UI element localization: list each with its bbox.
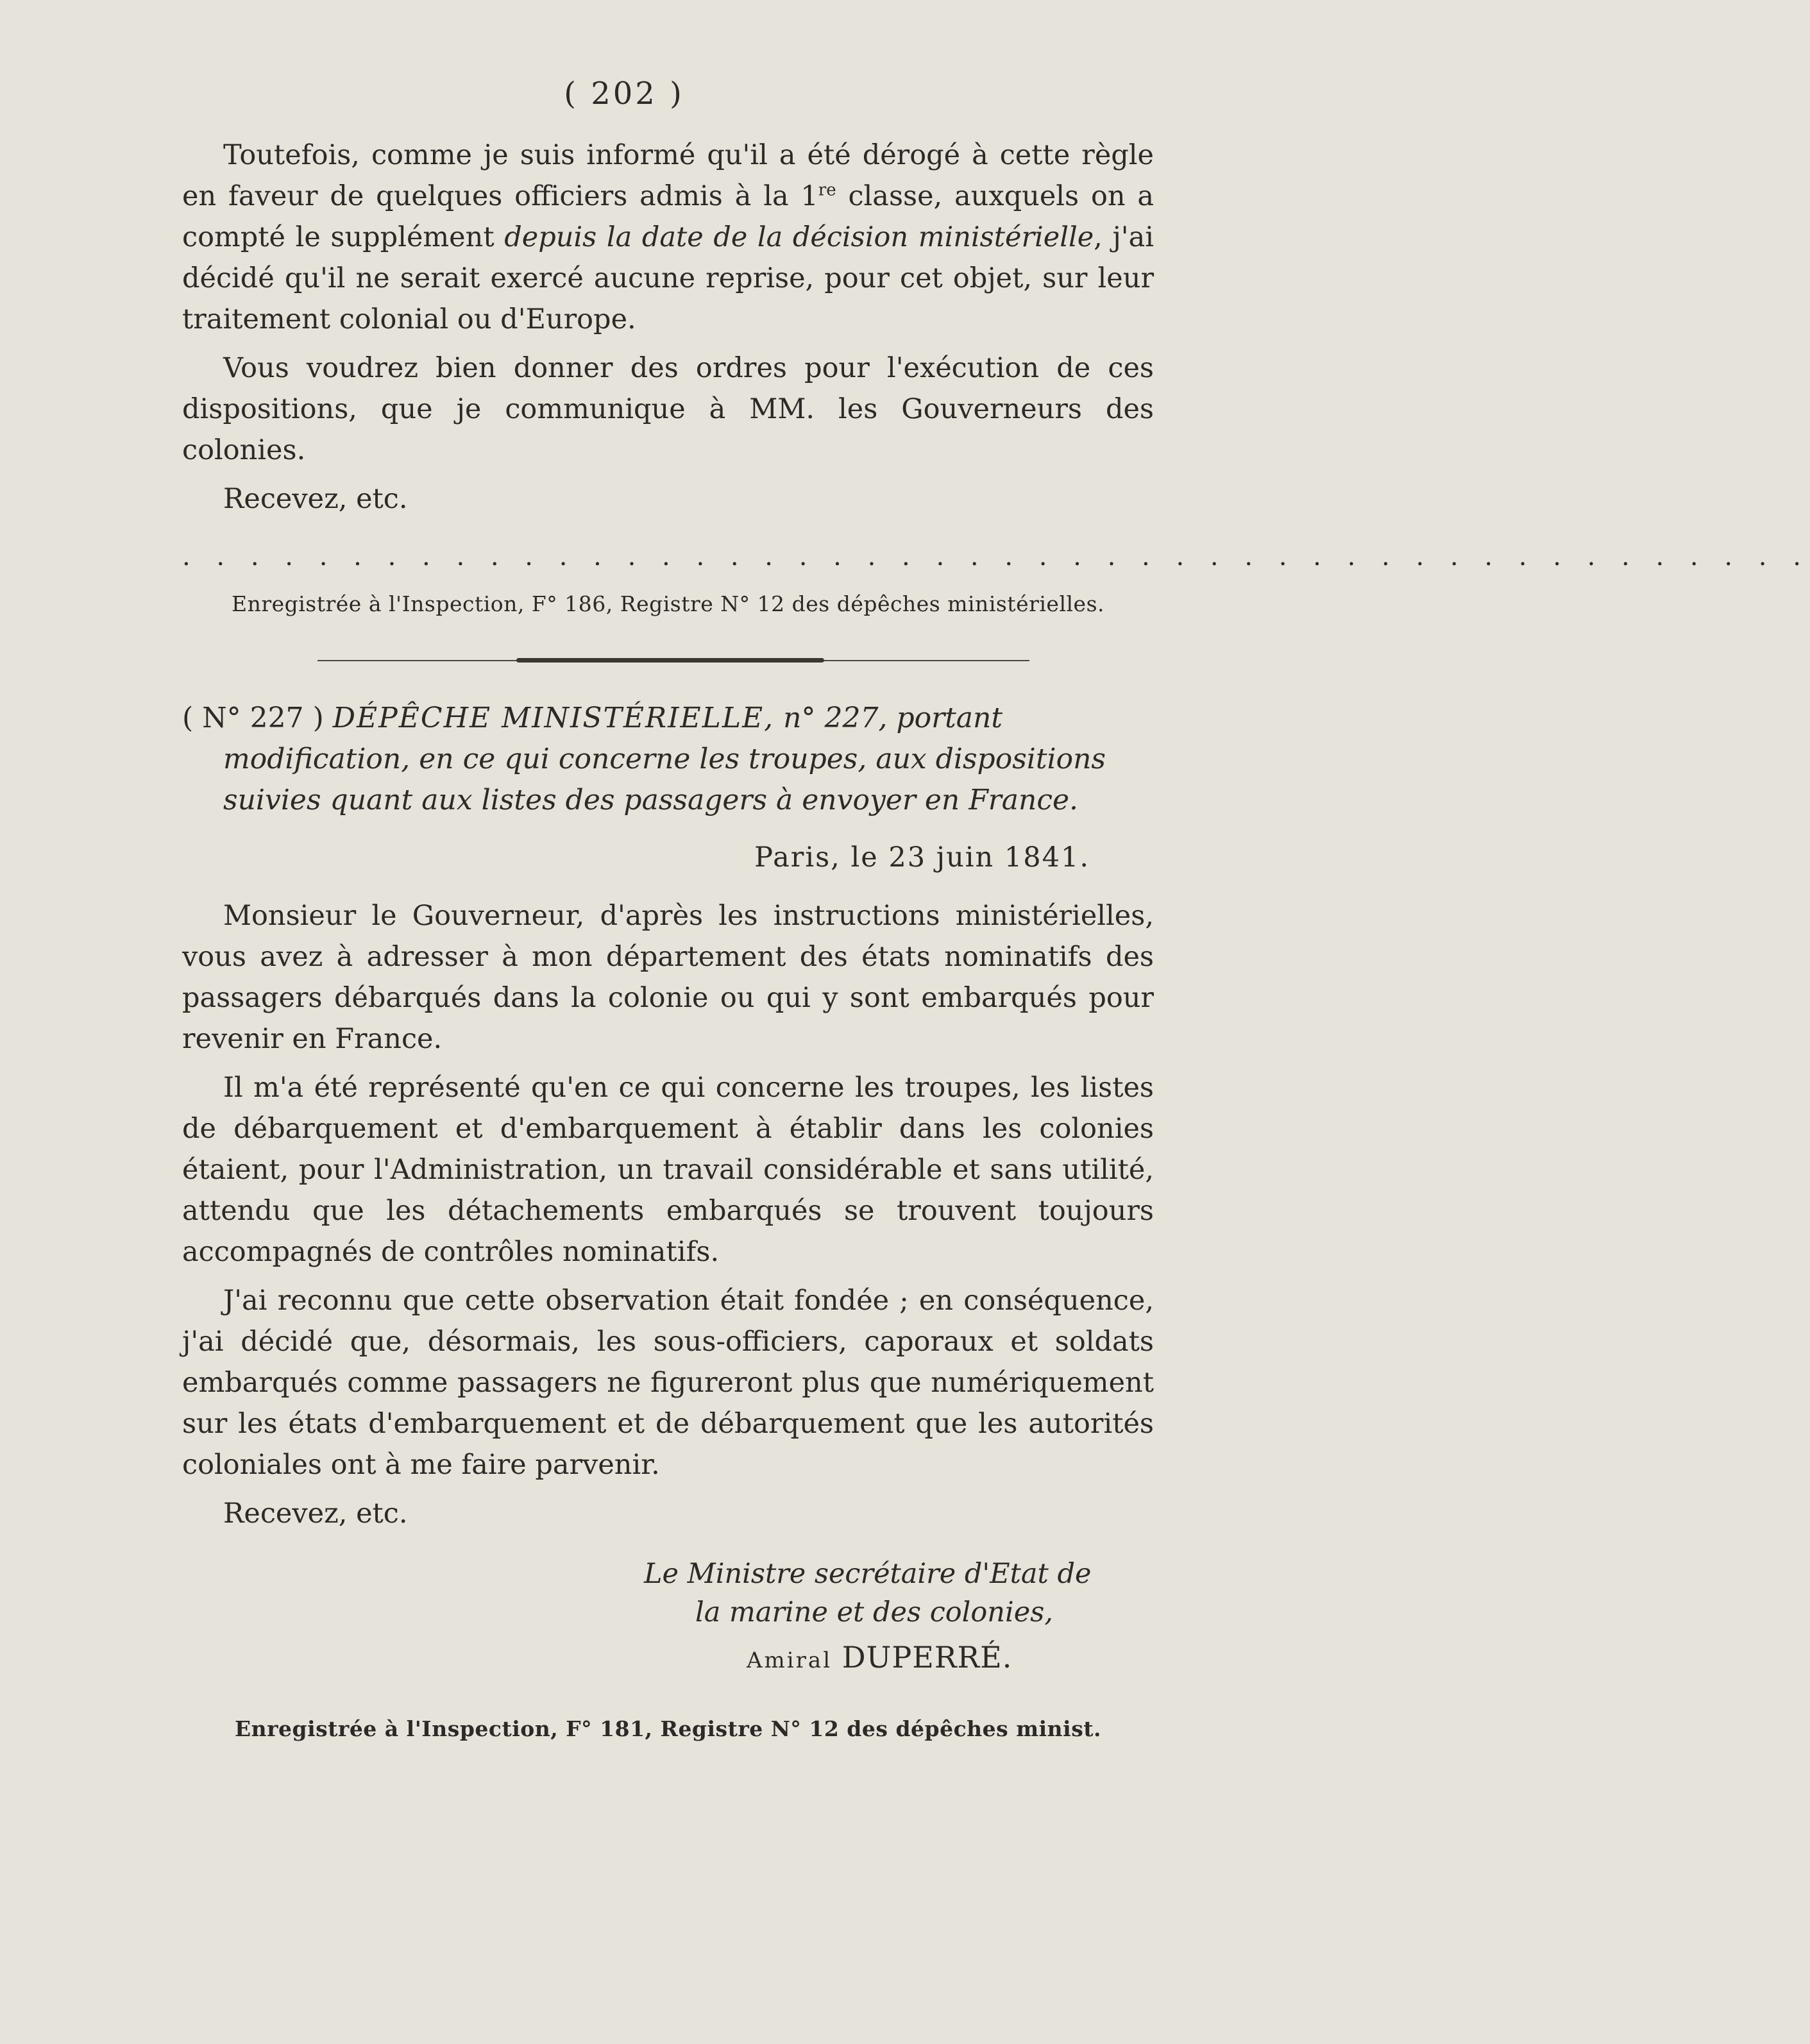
paragraph-toutefois	[182, 135, 1154, 340]
paragraph-vous-voudrez: Vous voudrez bien donner des ordres pour l'exécution de ces dispositions, que je communique à MM. les Gouverneurs des colonies.	[182, 352, 1154, 466]
dispatch-subtitle-part-3: suivies quant aux listes des passagers à envoyer en France.	[223, 784, 1079, 816]
signature-title-line-2: la marine et des colonies,	[695, 1596, 1053, 1628]
dispatch-number: ( N° 227 )	[182, 702, 324, 734]
paragraph-text: , j'ai décidé qu'il ne serait exercé aucune reprise, pour cet objet, sur leur traitement colonial ou d'Europe.	[182, 221, 1154, 335]
dispatch-subtitle-part-1: portant	[896, 702, 1003, 734]
dispatch-dateline: Paris, le 23 juin 1841.	[754, 841, 1090, 874]
superscript: re	[818, 180, 836, 200]
dispatch-subtitle-number: n° 227,	[783, 702, 888, 734]
paragraph-monsieur: Monsieur le Gouverneur, d'après les instructions ministérielles, vous avez à adresser à mon département des états nominatifs des passagers débarqués dans la colonie ou qui y sont embarqués pour revenir en France.	[182, 900, 1154, 1055]
signature-block	[182, 1555, 1154, 1680]
signature-title-line-1: Le Ministre secrétaire d'Etat de	[644, 1558, 1092, 1590]
closing-recevez: Recevez, etc.	[223, 483, 408, 515]
register-note-top: Enregistrée à l'Inspection, F° 186, Registre N° 12 des dépêches ministérielles.	[231, 591, 1105, 616]
register-note-bottom: Enregistrée à l'Inspection, F° 181, Registre N° 12 des dépêches minist.	[234, 1716, 1102, 1741]
paragraph-jai-reconnu: J'ai reconnu que cette observation était fondée ; en conséquence, j'ai décidé que, désormais, les sous-officiers, caporaux et soldats embarqués comme passagers ne figureront plus que numériquement sur les états d'embarquement et de débarquement que les autorités coloniales ont à me faire parvenir.	[182, 1285, 1154, 1481]
paragraph-il-ma-ete: Il m'a été représenté qu'en ce qui concerne les troupes, les listes de débarquement et d'embarquement à établir dans les colonies étaient, pour l'Administration, un travail considérable et sans utilité, attendu que les détachements embarqués se trouvent toujours accompagnés de contrôles nominatifs.	[182, 1072, 1154, 1268]
dispatch-title: DÉPÊCHE MINISTÉRIELLE,	[332, 702, 775, 734]
signature-rank: Amiral	[747, 1648, 833, 1673]
dispatch-subtitle-part-2: modification, en ce qui concerne les troupes, aux dispositions	[223, 743, 1106, 775]
dotted-separator: . . . . . . . . . . . . . . . . . . . . . . . . . . . . . . . . . . . . . . . . . . . . . . . .	[182, 542, 1810, 571]
heading-line-1	[182, 698, 1154, 739]
signature-surname: DUPERRÉ.	[842, 1640, 1013, 1675]
paragraph-text: classe, auxquels on a compté le supplément	[182, 180, 1155, 253]
dispatch-heading	[182, 698, 1154, 821]
dispatch-body	[182, 895, 1154, 1534]
top-section-body	[182, 135, 1154, 519]
italic-phrase: depuis la date de la décision ministérielle	[504, 221, 1094, 253]
divider-thick-line	[516, 658, 824, 663]
closing-recevez-dispatch: Recevez, etc.	[223, 1498, 408, 1530]
paragraph-text: Toutefois, comme je suis informé qu'il a été dérogé à cette règle en faveur de quelques officiers admis à la 1	[182, 139, 1154, 212]
signature-name	[182, 1638, 1154, 1680]
page-number: ( 202 )	[564, 76, 684, 112]
section-divider	[317, 657, 1029, 664]
